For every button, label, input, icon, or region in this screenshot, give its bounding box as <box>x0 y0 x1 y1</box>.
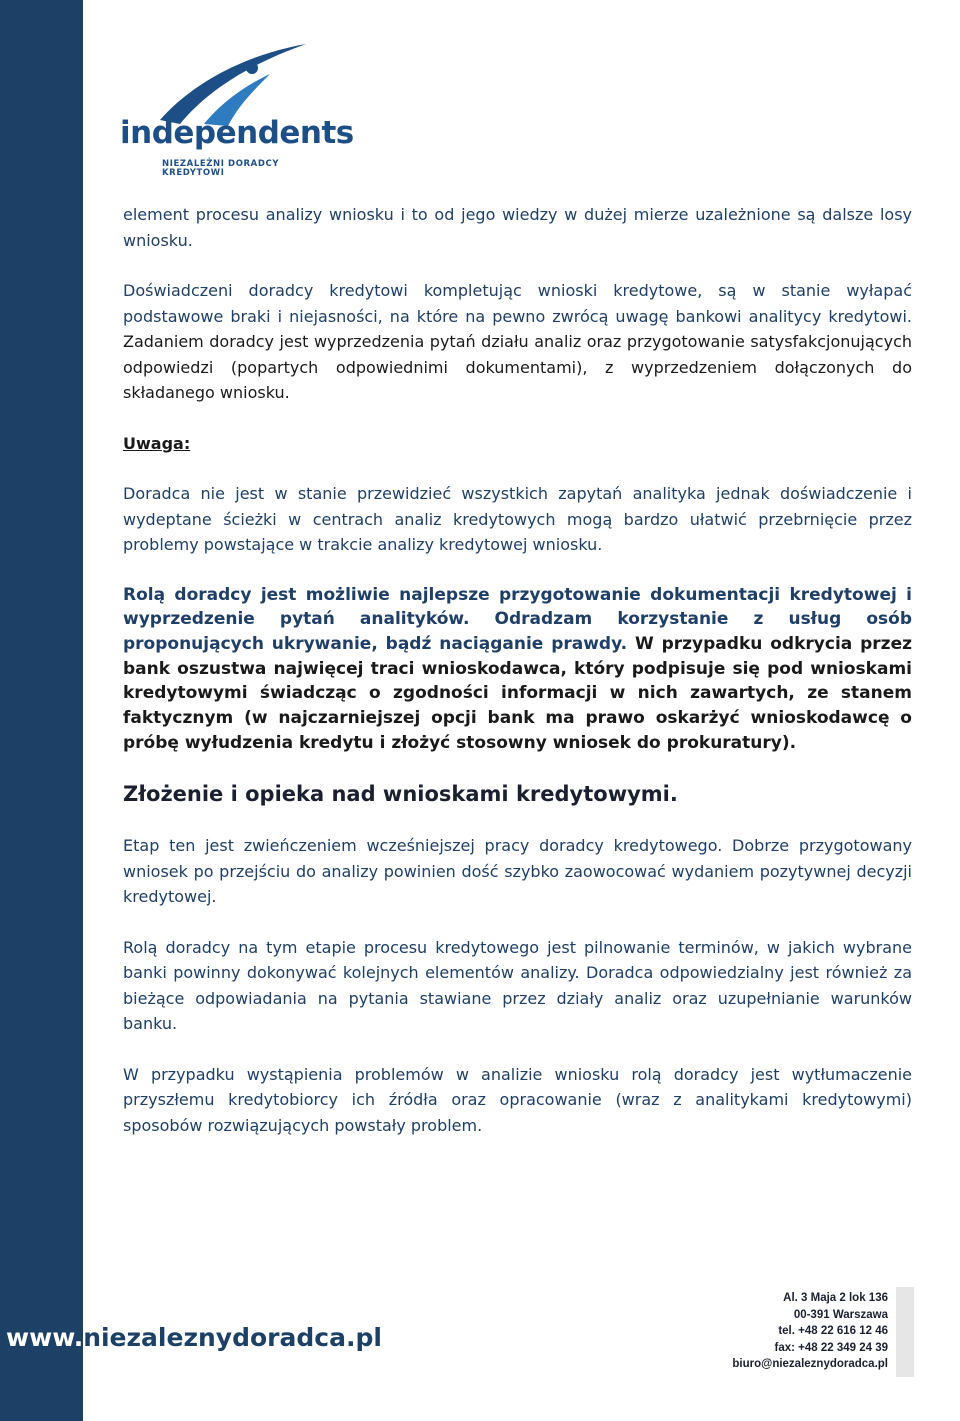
note-label: Uwaga: <box>123 433 191 453</box>
paragraph-advisor-role: Rolą doradcy na tym etapie procesu kredytowego jest pilnowanie terminów, w jakich wybrane banki powinny dokonywać kolejnych elementów analizy. Doradca odpowiedzialny jest również za bieżące odpowiadania na pytania stawiane przez działy analiz oraz uzupełnianie warunków banku. <box>123 937 912 1034</box>
paragraph-experienced-advisors-part1: Doświadczeni doradcy kredytowi kompletując wnioski kredytowe, są w stanie wyłapać podstawowe braki i niejasności, na które na pewno zwrócą uwagę bankowi analitycy kredytowi. <box>123 281 912 326</box>
phone-number: tel. +48 22 616 12 46 <box>778 1325 888 1337</box>
bold-warning-accent: Rolą doradcy jest możliwie najlepsze przygotowanie dokumentacji kredytowej i wyprzedzenie pytań analityków. Odradzam korzystanie z usług osób proponujących ukrywanie, bądź naciąganie prawdy. <box>123 584 912 654</box>
paragraph-experienced-advisors <box>123 278 912 406</box>
bold-warning-plain: W przypadku odkrycia przez bank oszustwa najwięcej traci wnioskodawca, który podpisuje się pod wnioskami kredytowymi świadcząc o zgodności informacji w nich zawartych, ze stanem faktycznym (w najczarniejszej opcji bank ma prawo oskarżyć wnioskodawcę o próbę wyłudzenia kredytu i złożyć stosowny wniosek do prokuratury). <box>123 633 912 753</box>
paragraph-stage: Etap ten jest zwieńczeniem wcześniejszej pracy doradcy kredytowego. Dobrze przygotowany wniosek po przejściu do analizy powinien dość szybko zaowocować wydaniem pozytywnej decyzji kredytowej. <box>123 836 912 907</box>
contact-block <box>700 1290 888 1373</box>
fax-number: fax: +48 22 349 24 39 <box>774 1341 888 1354</box>
section-heading: Złożenie i opieka nad wnioskami kredytowymi. <box>123 782 678 807</box>
document-body <box>123 202 912 1138</box>
independents-logo <box>120 38 354 178</box>
logo-tagline: NIEZALEŻNI DORADCY KREDYTOWI <box>162 159 280 178</box>
logo-wordmark: independents <box>120 115 354 151</box>
paragraph-experienced-advisors-part2: Zadaniem doradcy jest wyprzedzenia pytań działu analiz oraz przygotowanie satysfakcjonujących odpowiedzi (popartych odpowiednimi dokumentami), z wyprzedzeniem dołączonych do składanego wniosku. <box>123 332 912 402</box>
email-address[interactable]: biuro@niezaleznydoradca.pl <box>732 1358 888 1370</box>
website-url-domain: niezaleznydoradca.pl <box>83 1323 382 1352</box>
paragraph-intro: element procesu analizy wniosku i to od jego wiedzy w dużej mierze uzależnione są dalsze losy wniosku. <box>123 205 912 250</box>
left-sidebar-band <box>0 0 83 1421</box>
website-url[interactable] <box>6 1318 382 1358</box>
address-city: 00-391 Warszawa <box>793 1308 888 1321</box>
paragraph-note: Doradca nie jest w stanie przewidzieć wszystkich zapytań analityka jednak doświadczenie i wydeptane ścieżki w centrach analiz kredytowych mogą bardzo ułatwić przebrnięcie przez problemy powstające w trakcie analizy kredytowej wniosku. <box>123 484 912 554</box>
website-url-prefix: www. <box>6 1323 84 1352</box>
address-street: Al. 3 Maja 2 lok 136 <box>783 1292 888 1304</box>
paragraph-problems: W przypadku wystąpienia problemów w analizie wniosku rolą doradcy jest wytłumaczenie przyszłemu kredytobiorcy ich źródła oraz opracowanie (wraz z analitykami kredytowymi) sposobów rozwiązujących powstały problem. <box>123 1064 912 1135</box>
paragraph-bold-warning <box>123 583 912 756</box>
contact-side-bar <box>896 1287 914 1377</box>
